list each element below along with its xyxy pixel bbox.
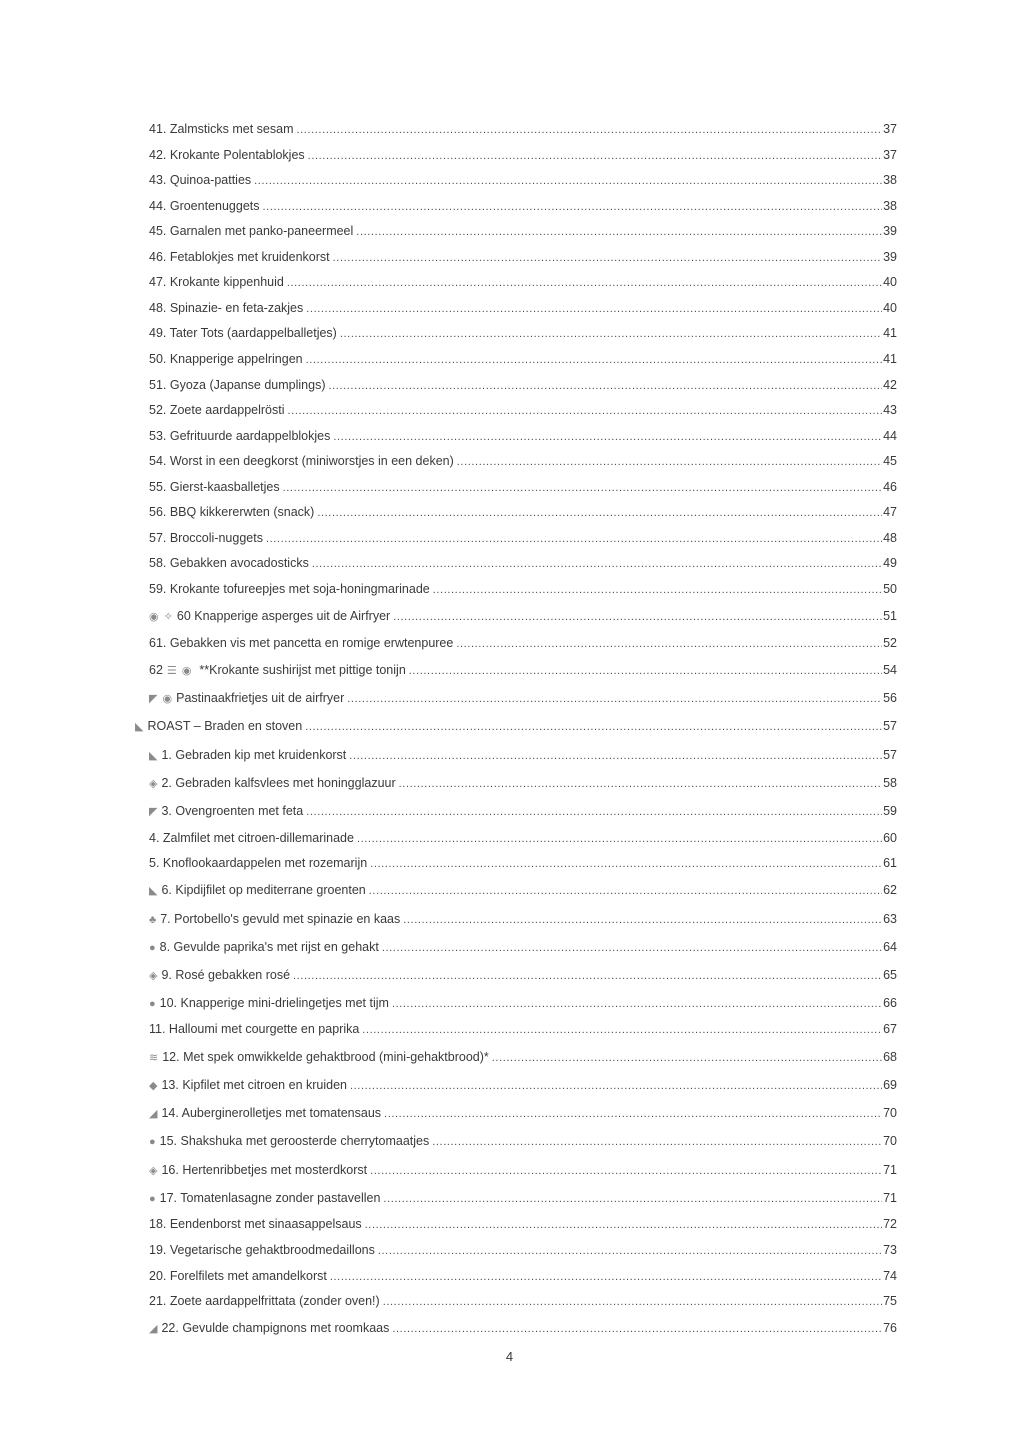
toc-entry-page: 65	[883, 968, 897, 982]
toc-entry-page: 75	[883, 1294, 897, 1308]
toc-entry-title: 57. Broccoli-nuggets	[149, 531, 263, 545]
toc-entry[interactable]	[149, 530, 897, 547]
toc-entry-page: 54	[883, 663, 897, 677]
toc-entry-page: 38	[883, 173, 897, 187]
toc-entry-page: 47	[883, 505, 897, 519]
toc-entry[interactable]	[149, 1268, 897, 1285]
emoji-icon: ◉ ✧	[149, 611, 174, 623]
toc-entry-title: 51. Gyoza (Japanse dumplings)	[149, 378, 326, 392]
toc-entry-title: 41. Zalmsticks met sesam	[149, 122, 294, 136]
toc-entry-page: 69	[883, 1078, 897, 1092]
toc-entry[interactable]	[149, 1242, 897, 1259]
toc-entry-title: 10. Knapperige mini-drielingetjes met tijm	[159, 996, 389, 1010]
toc-entry-title: 47. Krokante kippenhuid	[149, 275, 284, 289]
emoji-icon: ◤	[149, 806, 159, 818]
toc-entry-page: 38	[883, 199, 897, 213]
toc-entry-page: 52	[883, 636, 897, 650]
toc-entry-page: 39	[883, 250, 897, 264]
toc-entry-page: 41	[883, 352, 897, 366]
emoji-icon: ◈	[149, 778, 159, 790]
dot-leader	[263, 199, 883, 215]
toc-entry-title: 46. Fetablokjes met kruidenkorst	[149, 250, 330, 264]
dot-leader	[347, 691, 882, 707]
toc-entry-page: 60	[883, 831, 897, 845]
emoji-icon: ◤ ◉	[149, 693, 174, 705]
dot-leader	[393, 609, 882, 625]
toc-entry[interactable]	[149, 747, 897, 764]
toc-entry-page: 37	[883, 148, 897, 162]
toc-entry[interactable]	[149, 1162, 897, 1179]
dot-leader	[384, 1106, 882, 1122]
toc-entry-title: **Krokante sushirijst met pittige tonijn	[199, 663, 406, 677]
dot-leader	[288, 403, 883, 419]
toc-entry-page: 43	[883, 403, 897, 417]
toc-entry[interactable]	[149, 223, 897, 240]
toc-entry[interactable]	[149, 351, 897, 368]
toc-entry-page: 64	[883, 940, 897, 954]
dot-leader	[362, 1022, 882, 1038]
toc-entry-title: 5. Knoflookaardappelen met rozemarijn	[149, 856, 368, 870]
toc-entry[interactable]	[149, 198, 897, 215]
toc-entry[interactable]	[149, 1190, 897, 1207]
toc-entry[interactable]	[149, 939, 897, 956]
toc-entry[interactable]	[149, 855, 897, 872]
toc-entry[interactable]	[149, 249, 897, 266]
toc-entry-page: 74	[883, 1269, 897, 1283]
emoji-icon: ●	[149, 1136, 157, 1148]
toc-entry-page: 42	[883, 378, 897, 392]
dot-leader	[370, 1163, 882, 1179]
toc-entry-title: 43. Quinoa-patties	[149, 173, 252, 187]
toc-entry[interactable]	[149, 555, 897, 572]
dot-leader	[432, 1134, 882, 1150]
toc-entry[interactable]	[149, 803, 897, 820]
toc-entry-page: 70	[883, 1106, 897, 1120]
dot-leader	[293, 968, 882, 984]
emoji-icon: ◣	[135, 721, 145, 733]
dot-leader	[356, 224, 882, 240]
emoji-icon: ●	[149, 998, 157, 1010]
toc-entry-title: 59. Krokante tofureepjes met soja-honingmarinade	[149, 582, 430, 596]
toc-entry-title: 53. Gefrituurde aardappelblokjes	[149, 429, 331, 443]
toc-entry-title: 49. Tater Tots (aardappelballetjes)	[149, 326, 337, 340]
page-number: 4	[505, 1349, 514, 1364]
toc-entry-title: 1. Gebraden kip met kruidenkorst	[161, 748, 347, 762]
toc-entry-title: 21. Zoete aardappelfrittata (zonder oven!)	[149, 1294, 380, 1308]
toc-entry-title: 42. Krokante Polentablokjes	[149, 148, 305, 162]
emoji-icon: ◆	[149, 1080, 159, 1092]
toc-entry-title: 2. Gebraden kalfsvlees met honingglazuur	[161, 776, 396, 790]
toc-entry[interactable]	[149, 1320, 897, 1337]
dot-leader	[333, 250, 882, 266]
toc-entry-page: 63	[883, 912, 897, 926]
toc-entry-title: 52. Zoete aardappelrösti	[149, 403, 285, 417]
toc-entry[interactable]	[149, 504, 897, 521]
toc-entry[interactable]	[149, 428, 897, 445]
toc-entry[interactable]	[149, 995, 897, 1012]
toc-entry[interactable]	[149, 662, 897, 679]
toc-entry-page: 48	[883, 531, 897, 545]
toc-entry-page: 40	[883, 275, 897, 289]
toc-entry-page: 46	[883, 480, 897, 494]
dot-leader	[365, 1217, 882, 1233]
dot-leader	[383, 1191, 882, 1207]
dot-leader	[433, 582, 882, 598]
toc-entry-page: 62	[883, 883, 897, 897]
dot-leader	[312, 556, 882, 572]
dot-leader	[306, 301, 882, 317]
emoji-icon: ◣	[149, 750, 159, 762]
dot-leader	[306, 352, 882, 368]
dot-leader	[350, 1078, 882, 1094]
toc-entry[interactable]	[149, 479, 897, 496]
dot-leader	[330, 1269, 882, 1285]
toc-entry-page: 70	[883, 1134, 897, 1148]
toc-entry-page: 61	[883, 856, 897, 870]
toc-entry-title: 13. Kipfilet met citroen en kruiden	[161, 1078, 347, 1092]
toc-entry-title: 45. Garnalen met panko-paneermeel	[149, 224, 354, 238]
toc-entry-page: 71	[883, 1163, 897, 1177]
toc-entry[interactable]	[149, 581, 897, 598]
dot-leader	[287, 275, 882, 291]
toc-entry[interactable]	[149, 1077, 897, 1094]
toc-entry[interactable]	[149, 121, 897, 138]
toc-entry[interactable]	[149, 402, 897, 419]
toc-entry[interactable]	[149, 147, 897, 164]
toc-entry-title: 15. Shakshuka met geroosterde cherrytomaatjes	[159, 1134, 430, 1148]
toc-entry[interactable]	[135, 718, 897, 735]
toc-entry-page: 37	[883, 122, 897, 136]
toc-entry-page: 59	[883, 804, 897, 818]
toc-entry[interactable]	[149, 830, 897, 847]
toc-entry-page: 41	[883, 326, 897, 340]
toc-entry[interactable]	[149, 1293, 897, 1310]
toc-entry[interactable]	[149, 1133, 897, 1150]
toc-entry[interactable]	[149, 690, 897, 707]
toc-entry-title: 44. Groentenuggets	[149, 199, 260, 213]
toc-entry[interactable]	[149, 882, 897, 899]
toc-entry-title: 9. Rosé gebakken rosé	[161, 968, 291, 982]
toc-entry-page: 44	[883, 429, 897, 443]
toc-entry-page: 72	[883, 1217, 897, 1231]
toc-entry-title: 62	[149, 663, 163, 677]
toc-entry-page: 71	[883, 1191, 897, 1205]
toc-entry-title: 16. Hertenribbetjes met mosterdkorst	[161, 1163, 368, 1177]
toc-entry-page: 68	[883, 1050, 897, 1064]
toc-entry[interactable]	[149, 1105, 897, 1122]
toc-entry-title: 6. Kipdijfilet op mediterrane groenten	[161, 883, 366, 897]
toc-entry-title: Pastinaakfrietjes uit de airfryer	[176, 691, 345, 705]
emoji-icon: ☰ ◉	[166, 665, 193, 677]
toc-entry-page: 39	[883, 224, 897, 238]
dot-leader	[456, 636, 882, 652]
toc-entry-title: 61. Gebakken vis met pancetta en romige erwtenpuree	[149, 636, 454, 650]
toc-entry[interactable]	[149, 911, 897, 928]
emoji-icon: ◈	[149, 1165, 159, 1177]
toc-entry-page: 49	[883, 556, 897, 570]
toc-entry-title: 12. Met spek omwikkelde gehaktbrood (mini-gehaktbrood)*	[162, 1050, 489, 1064]
toc-entry[interactable]	[149, 172, 897, 189]
toc-entry-title: 14. Auberginerolletjes met tomatensaus	[161, 1106, 382, 1120]
toc-entry-title: 19. Vegetarische gehaktbroodmedaillons	[149, 1243, 375, 1257]
emoji-icon: ≋	[149, 1052, 160, 1064]
toc-entry-title: 4. Zalmfilet met citroen-dillemarinade	[149, 831, 354, 845]
toc-entry-page: 51	[883, 609, 897, 623]
dot-leader	[328, 378, 882, 394]
dot-leader	[370, 856, 882, 872]
dot-leader	[340, 326, 882, 342]
dot-leader	[369, 883, 882, 899]
dot-leader	[266, 531, 882, 547]
toc-entry[interactable]	[149, 967, 897, 984]
toc-entry-page: 66	[883, 996, 897, 1010]
toc-entry-title: ROAST – Braden en stoven	[147, 719, 303, 733]
dot-leader	[305, 719, 882, 735]
toc-entry-title: 11. Halloumi met courgette en paprika	[149, 1022, 360, 1036]
dot-leader	[283, 480, 882, 496]
toc-entry-page: 56	[883, 691, 897, 705]
emoji-icon: ◈	[149, 970, 159, 982]
toc-entry-page: 58	[883, 776, 897, 790]
toc-entry-page: 57	[883, 719, 897, 733]
toc-entry[interactable]	[149, 325, 897, 342]
emoji-icon: ●	[149, 942, 157, 954]
toc-entry-title: 56. BBQ kikkererwten (snack)	[149, 505, 315, 519]
dot-leader	[383, 1294, 882, 1310]
toc-entry-title: 18. Eendenborst met sinaasappelsaus	[149, 1217, 362, 1231]
toc-entry-page: 73	[883, 1243, 897, 1257]
dot-leader	[357, 831, 882, 847]
toc-entry-title: 58. Gebakken avocadosticks	[149, 556, 309, 570]
dot-leader	[317, 505, 882, 521]
toc-entry[interactable]	[149, 453, 897, 470]
dot-leader	[378, 1243, 882, 1259]
toc-entry[interactable]	[149, 1021, 897, 1038]
dot-leader	[492, 1050, 882, 1066]
emoji-icon: ●	[149, 1193, 157, 1205]
toc-entry[interactable]	[149, 377, 897, 394]
toc-entry[interactable]	[149, 608, 897, 625]
toc-entry[interactable]	[149, 775, 897, 792]
dot-leader	[457, 454, 882, 470]
dot-leader	[403, 912, 882, 928]
toc-entry-page: 45	[883, 454, 897, 468]
dot-leader	[296, 122, 882, 138]
toc-entry-title: 50. Knapperige appelringen	[149, 352, 303, 366]
toc-entry[interactable]	[149, 300, 897, 317]
toc-entry-title: 22. Gevulde champignons met roomkaas	[161, 1321, 390, 1335]
emoji-icon: ◢	[149, 1323, 159, 1335]
toc-entry-page: 40	[883, 301, 897, 315]
toc-entry-title: 54. Worst in een deegkorst (miniworstjes in een deken)	[149, 454, 454, 468]
toc-entry-title: 55. Gierst-kaasballetjes	[149, 480, 280, 494]
toc-entry[interactable]	[149, 1049, 897, 1066]
toc-entry-title: 8. Gevulde paprika's met rijst en gehakt	[159, 940, 379, 954]
dot-leader	[349, 748, 882, 764]
toc-entry-title: 48. Spinazie- en feta-zakjes	[149, 301, 304, 315]
dot-leader	[333, 429, 882, 445]
dot-leader	[392, 1321, 882, 1337]
toc-entry-page: 76	[883, 1321, 897, 1335]
dot-leader	[399, 776, 882, 792]
emoji-icon: ◢	[149, 1108, 159, 1120]
dot-leader	[254, 173, 882, 189]
toc-entry[interactable]	[149, 635, 897, 652]
dot-leader	[308, 148, 882, 164]
emoji-icon: ◣	[149, 885, 159, 897]
emoji-icon: ♣	[149, 914, 158, 926]
toc-entry[interactable]	[149, 1216, 897, 1233]
toc-entry-page: 67	[883, 1022, 897, 1036]
dot-leader	[392, 996, 882, 1012]
toc-entry-title: 60 Knapperige asperges uit de Airfryer	[176, 609, 391, 623]
dot-leader	[306, 804, 882, 820]
toc-entry-title: 20. Forelfilets met amandelkorst	[149, 1269, 327, 1283]
toc-entry-title: 3. Ovengroenten met feta	[161, 804, 304, 818]
toc-entry-title: 17. Tomatenlasagne zonder pastavellen	[159, 1191, 381, 1205]
dot-leader	[382, 940, 882, 956]
toc-entry-page: 50	[883, 582, 897, 596]
toc-entry-page: 57	[883, 748, 897, 762]
toc-entry[interactable]	[149, 274, 897, 291]
toc-entry-title: 7. Portobello's gevuld met spinazie en kaas	[160, 912, 401, 926]
dot-leader	[409, 663, 882, 679]
